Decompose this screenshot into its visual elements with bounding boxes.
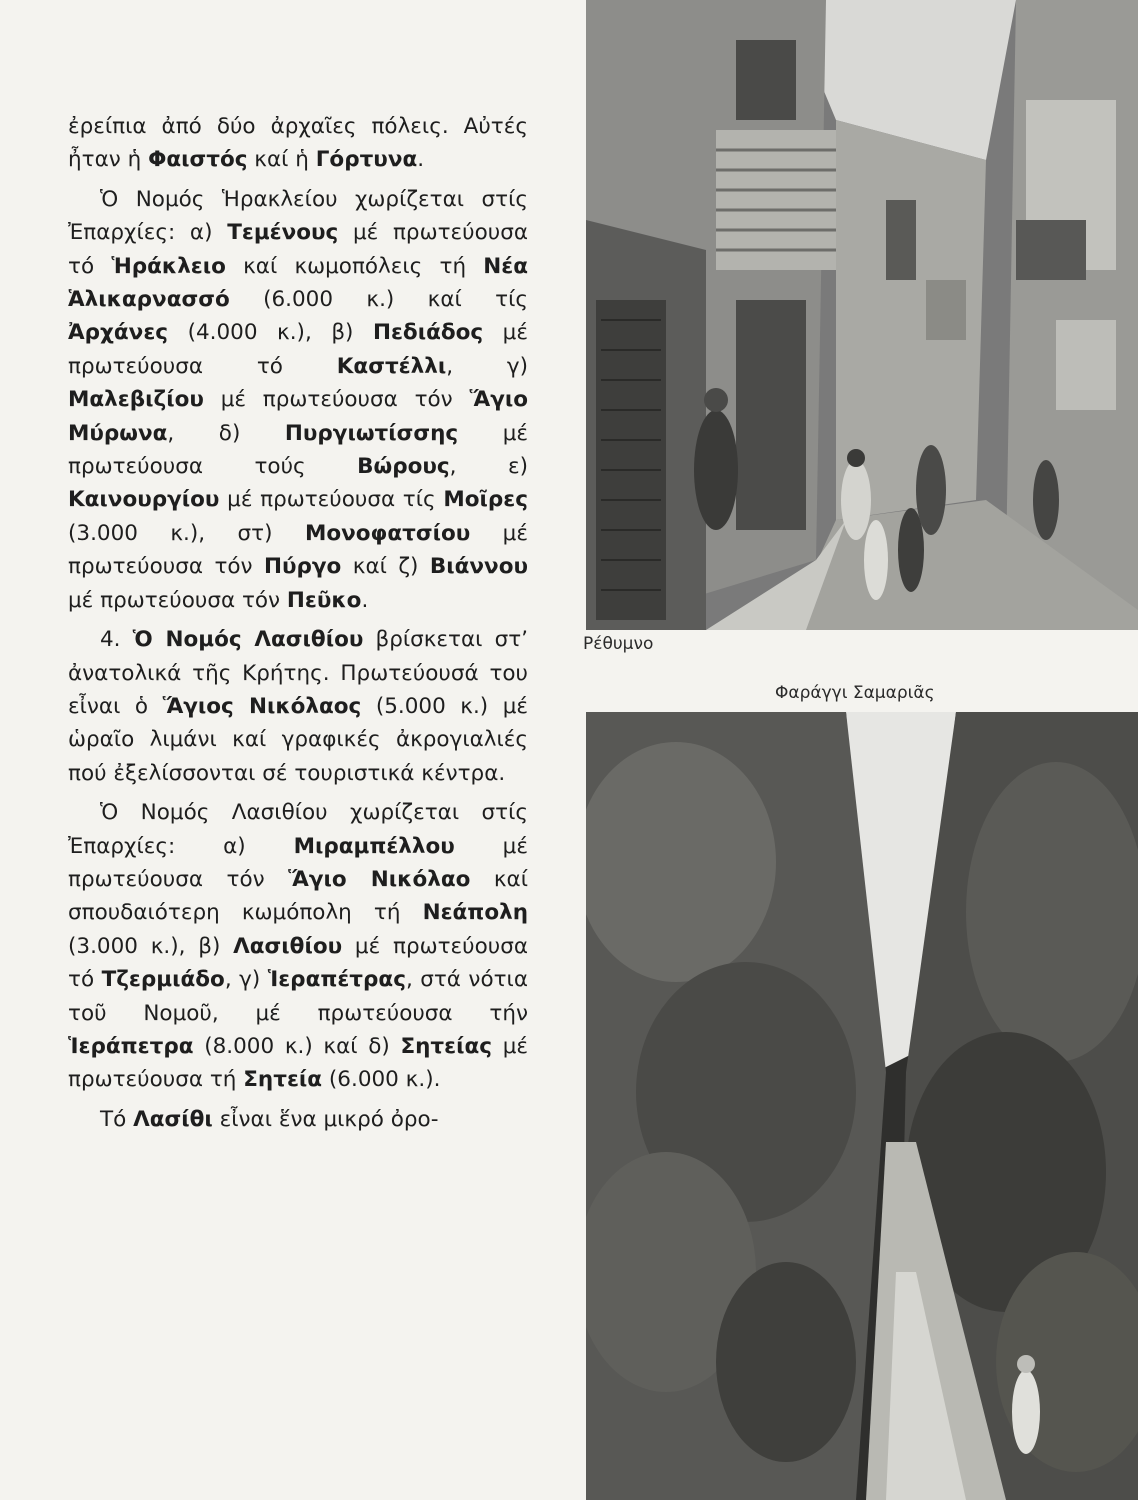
caption-samaria-gorge: Φαράγγι Σαμαριᾶς <box>775 683 935 703</box>
bold-term: Σητεία <box>243 1067 323 1093</box>
text-run: καί κωμοπόλεις τή <box>225 253 484 279</box>
bold-term: Μαλεβιζίου <box>68 387 204 413</box>
text-run: καί ζ) <box>341 554 430 580</box>
bold-term: Πυργιωτίσσης <box>284 420 459 446</box>
paragraph-3 <box>68 623 528 790</box>
text-run: Ὁ Νομός Ἡρακλείου χωρίζεται στίς Ἐπαρχίες: α) <box>68 186 528 246</box>
bold-term: Καινουργίου <box>68 487 220 513</box>
text-run: μέ πρωτεύουσα τόν <box>68 587 287 613</box>
gorge-photo-illustration <box>586 712 1138 1500</box>
text-run: μέ πρωτεύουσα τούς <box>68 420 528 480</box>
text-run: (3.000 κ.), στ) <box>68 520 305 546</box>
photo-samaria-gorge <box>586 712 1138 1500</box>
bold-term: Ἱεραπέτρας <box>267 967 406 993</box>
text-run: 4. <box>100 627 133 653</box>
text-run: , στά νότια τοῦ Νομοῦ, μέ πρωτεύουσα τήν <box>68 967 528 1026</box>
text-run: μέ πρωτεύουσα τόν <box>68 520 528 580</box>
text-run: ἐρείπια ἀπό δύο ἀρχαῖες πόλεις. Αὐτές ἦταν ἡ <box>68 114 528 173</box>
bold-term: Λασιθίου <box>233 933 343 959</box>
text-run: μέ πρωτεύουσα τόν <box>203 387 470 413</box>
bold-term: Ἡράκλειο <box>111 253 226 279</box>
bold-term: Γόρτυνα <box>315 147 418 173</box>
paragraph-2 <box>68 183 528 617</box>
text-run: , ε) <box>449 454 528 480</box>
bold-term: Βώρους <box>357 454 450 480</box>
bold-term: Ἀρχάνες <box>68 320 169 346</box>
bold-term: Ἅγιος Νικόλαος <box>162 693 362 719</box>
bold-term: Φαιστός <box>148 147 248 173</box>
text-run: (8.000 κ.) καί δ) <box>193 1033 401 1059</box>
text-run: μέ πρωτεύουσα τό <box>68 933 528 993</box>
bold-term: Βιάννου <box>429 554 528 580</box>
paragraph-4 <box>68 796 528 1097</box>
text-run: μέ πρωτεύουσα τό <box>68 220 528 279</box>
photo-rethymno-street <box>586 0 1138 630</box>
bold-term: Μιραμπέλλου <box>293 833 455 859</box>
text-run: . <box>417 147 425 173</box>
bold-term: Τεμένους <box>227 220 339 246</box>
text-run: βρίσκεται στ’ ἀνατολικά τῆς Κρήτης. Πρωτεύουσά του εἶναι ὁ <box>68 627 528 719</box>
bold-term: Ὁ Νομός Λασιθίου <box>132 627 364 653</box>
bold-term: Πεῦκο <box>286 587 362 613</box>
bold-term: Πύργο <box>264 554 342 580</box>
text-run: (6.000 κ.). <box>322 1067 441 1093</box>
bold-term: Ἅγιο Μύρωνα <box>68 387 528 446</box>
text-run: . <box>361 587 369 613</box>
text-run: (5.000 κ.) μέ ὡραῖο λιμάνι καί γραφικές ἀκρογιαλιές πού ἐξελίσσονται σέ τουριστικά κέντρα. <box>68 693 528 786</box>
bold-term: Νέα Ἁλικαρνασσό <box>68 253 529 313</box>
text-run: εἶναι ἕνα μικρό ὀρο- <box>212 1106 439 1132</box>
bold-term: Μονοφατσίου <box>304 520 471 546</box>
text-run: μέ πρωτεύουσα τή <box>68 1033 528 1093</box>
text-run: μέ πρωτεύουσα τόν <box>68 833 528 892</box>
text-run: Τό <box>100 1106 134 1132</box>
caption-rethymno: Ρέθυμνο <box>583 634 654 654</box>
text-run: μέ πρωτεύουσα τίς <box>219 487 444 513</box>
bold-term: Λασίθι <box>133 1106 213 1132</box>
bold-term: Μοῖρες <box>443 487 528 513</box>
text-run: καί σπουδαιότερη κωμόπολη τή <box>68 866 529 926</box>
text-run: , γ) <box>446 353 528 379</box>
bold-term: Τζερμιάδο <box>101 967 225 993</box>
text-run: , γ) <box>224 967 268 993</box>
text-run: (6.000 κ.) καί τίς <box>229 287 528 313</box>
text-run: (3.000 κ.), β) <box>68 933 234 959</box>
street-photo-illustration <box>586 0 1138 630</box>
bold-term: Ἱεράπετρα <box>68 1033 194 1059</box>
text-run: Ὁ Νομός Λασιθίου χωρίζεται στίς Ἐπαρχίες: α) <box>68 800 528 859</box>
text-run: μέ πρωτεύουσα τό <box>68 320 528 379</box>
text-run: , δ) <box>167 420 285 446</box>
bold-term: Πεδιάδος <box>372 320 484 346</box>
paragraph-1 <box>68 110 528 177</box>
paragraph-5 <box>68 1103 528 1136</box>
bold-term: Σητείας <box>400 1033 493 1059</box>
bold-term: Καστέλλι <box>336 353 447 379</box>
text-run: καί ἡ <box>247 147 316 173</box>
text-column <box>68 110 528 1136</box>
bold-term: Νεάπολη <box>422 900 528 926</box>
bold-term: Ἅγιο Νικόλαο <box>288 866 471 892</box>
text-run: (4.000 κ.), β) <box>168 320 373 346</box>
